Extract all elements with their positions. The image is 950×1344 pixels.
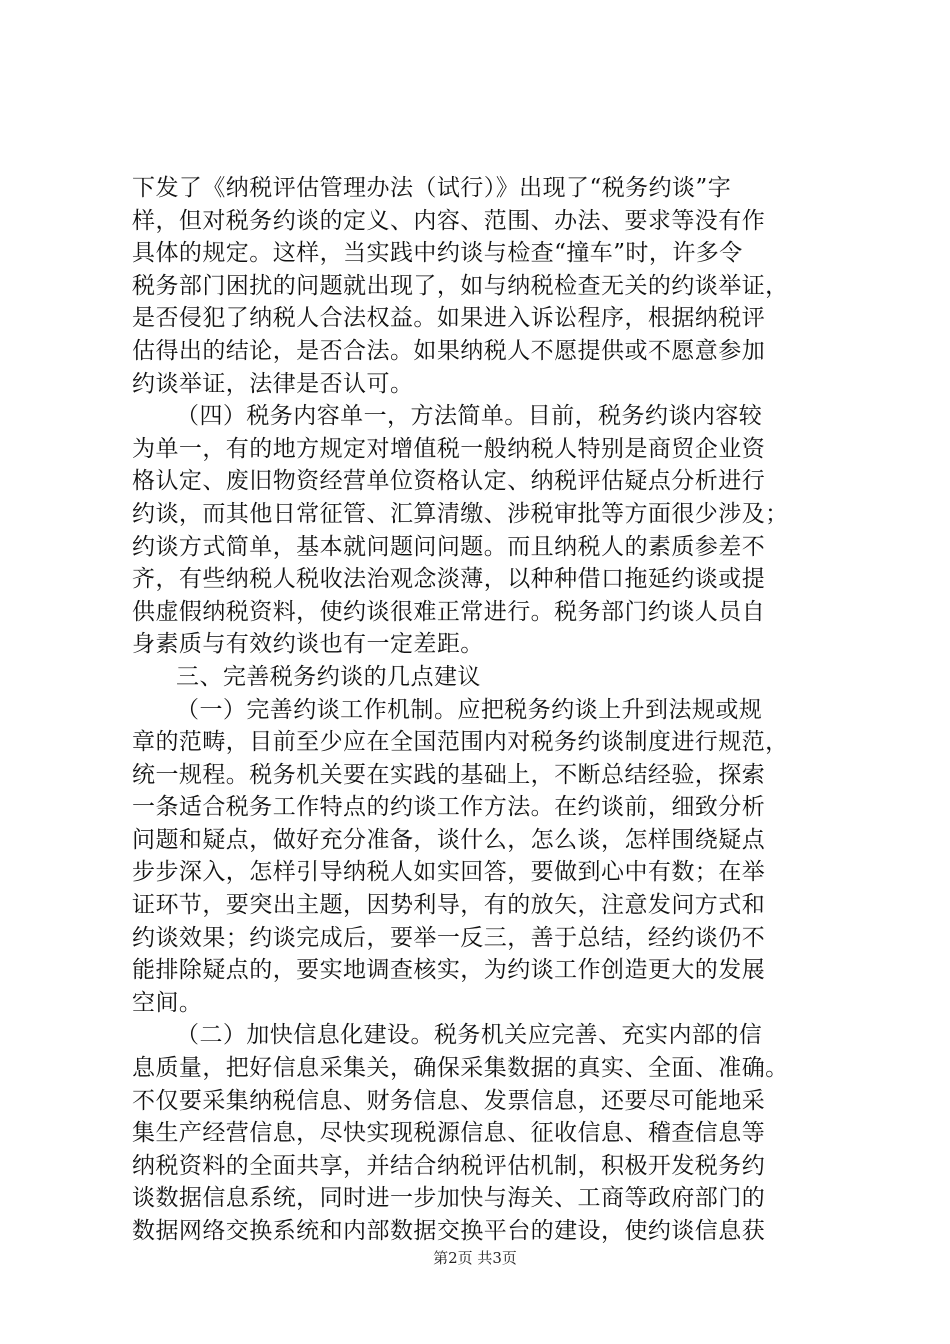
document-body xyxy=(132,172,832,1248)
text-line: 数据网络交换系统和内部数据交换平台的建设，使约谈信息获 xyxy=(132,1218,766,1244)
text-line: 纳税资料的全面共享，并结合纳税评估机制，积极开发税务约 xyxy=(132,1152,766,1179)
text-line: 身素质与有效约谈也有一定差距。 xyxy=(132,631,484,658)
text-line: 集生产经营信息，尽快实现税源信息、征收信息、稽查信息等 xyxy=(132,1120,766,1147)
text-line: 为单一，有的地方规定对增值税一般纳税人特别是商贸企业资 xyxy=(132,435,766,462)
text-line: 税务部门困扰的问题就出现了，如与纳税检查无关的约谈举证， xyxy=(132,272,789,299)
text-line: 一条适合税务工作特点的约谈工作方法。在约谈前，细致分析 xyxy=(132,794,766,821)
text-line: 息质量，把好信息采集关，确保采集数据的真实、全面、准确。 xyxy=(132,1055,789,1082)
text-line: 格认定、废旧物资经营单位资格认定、纳税评估疑点分析进行 xyxy=(132,468,766,495)
text-line: 约谈效果；约谈完成后，要举一反三，善于总结，经约谈仍不 xyxy=(132,924,766,951)
text-line: 约谈方式简单，基本就问题问问题。而且纳税人的素质参差不 xyxy=(132,533,766,560)
section-heading: 三、完善税务约谈的几点建议 xyxy=(176,663,481,690)
text-line: 谈数据信息系统，同时进一步加快与海关、工商等政府部门的 xyxy=(132,1185,766,1212)
text-line: 约谈，而其他日常征管、汇算清缴、涉税审批等方面很少涉及； xyxy=(132,500,789,527)
text-line: 不仅要采集纳税信息、财务信息、发票信息，还要尽可能地采 xyxy=(132,1087,766,1114)
text-line: 问题和疑点，做好充分准备，谈什么，怎么谈，怎样围绕疑点 xyxy=(132,826,766,853)
text-line: 空间。 xyxy=(132,989,203,1016)
paragraph-start-line: （二）加快信息化建设。税务机关应完善、充实内部的信 xyxy=(176,1022,763,1049)
text-line: 章的范畴，目前至少应在全国范围内对税务约谈制度进行规范， xyxy=(132,729,789,756)
text-line: 样，但对税务约谈的定义、内容、范围、办法、要求等没有作 xyxy=(132,207,766,234)
paragraph-start-line: （一）完善约谈工作机制。应把税务约谈上升到法规或规 xyxy=(176,696,763,723)
text-line: 下发了《纳税评估管理办法（试行）》出现了“税务约谈”字 xyxy=(132,175,732,201)
text-line: 约谈举证，法律是否认可。 xyxy=(132,370,414,397)
text-line: 具体的规定。这样，当实践中约谈与检查“撞车”时，许多令 xyxy=(132,240,743,267)
text-line: 齐，有些纳税人税收法治观念淡薄，以种种借口拖延约谈或提 xyxy=(132,566,766,593)
text-line: 是否侵犯了纳税人合法权益。如果进入诉讼程序，根据纳税评 xyxy=(132,305,766,332)
page-number-footer: 第2页 共3页 xyxy=(433,1249,517,1267)
text-line: 步步深入，怎样引导纳税人如实回答，要做到心中有数；在举 xyxy=(132,859,766,886)
text-line: 证环节，要突出主题，因势利导，有的放矢，注意发问方式和 xyxy=(132,892,766,919)
paragraph-start-line: （四）税务内容单一，方法简单。目前，税务约谈内容较 xyxy=(176,403,763,430)
text-line: 统一规程。税务机关要在实践的基础上，不断总结经验，探索 xyxy=(132,761,766,788)
text-line: 估得出的结论，是否合法。如果纳税人不愿提供或不愿意参加 xyxy=(132,337,766,364)
text-line: 能排除疑点的，要实地调查核实，为约谈工作创造更大的发展 xyxy=(132,957,766,984)
text-line: 供虚假纳税资料，使约谈很难正常进行。税务部门约谈人员自 xyxy=(132,598,766,625)
